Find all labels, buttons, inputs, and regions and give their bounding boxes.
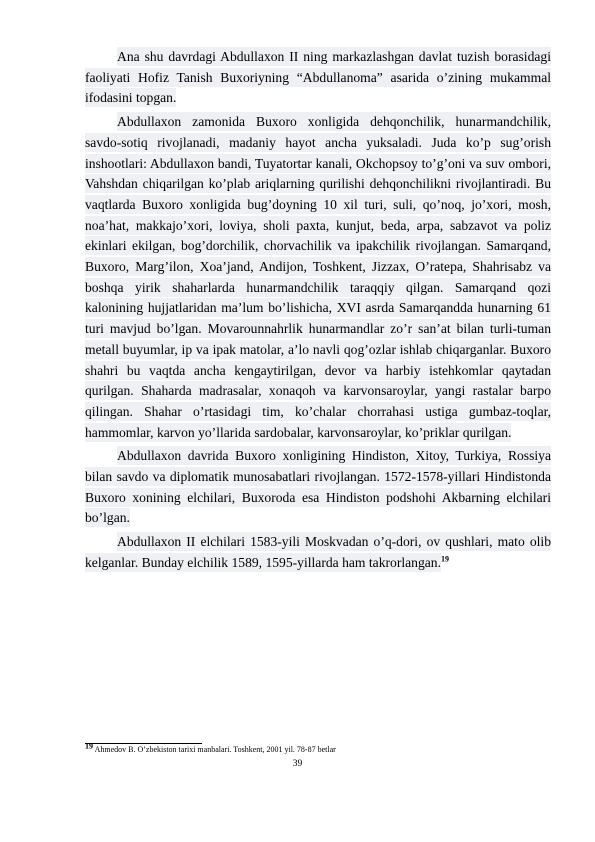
footnote-divider [85,743,202,744]
footnote-reference[interactable]: 19 [440,554,449,564]
paragraph [85,532,551,573]
paragraph-text: Abdullaxon II elchilari 1583-yili Moskvadan o’q-dori, ov qushlari, mato olib kelganlar. Bunday elchilik 1589, 1595-yillarda ham takrorlangan. [85,534,551,570]
paragraph-text: Abdullaxon zamonida Buxoro xonligida dehqonchilik, hunarmandchilik, savdo-sotiq rivojlanadi, madaniy hayot ancha yuksaladi. Juda ko’p sug’orish inshootlari: Abdullaxon bandi, Tuyatortar kanali, Okchopsoy to’g’oni va suv ombori, Vahshdan chiqarilgan ko’plab ariqlarning qurilishi dehqonchilikni rivojlantiradi. Bu vaqtlarda Buxoro xonligida bug’doyning 10 xil turi, suli, qo’noq, jo’xori, mosh, noa’hat, makkajo’xori, loviya, sholi paxta, kunjut, beda, arpa, sabzavot va poliz ekinlari ekilgan, bog’dorchilik, chorvachilik va ipakchilik rivojlangan. Samarqand, Buxoro, Marg’ilon, Xoa’jand, Andijon, Toshkent, Jizzax, O’ratepa, Shahrisabz va boshqa yirik shaharlarda hunarmandchilik taraqqiy qilgan. Samarqand qozi kalonining hujjatlaridan ma’lum bo’lishicha, XVI asrda Samarqandda hunarning 61 turi mavjud bo’lgan. Movarounnahrlik hunarmandlar zo’r san’at bilan turli-tuman metall buyumlar, ip va ipak matolar, a’lo navli qog’ozlar ishlab chiqarganlar. Buxoro shahri bu vaqtda ancha kengaytirilgan, devor va harbiy istehkomlar qaytadan qurilgan. Shaharda madrasalar, xonaqoh va karvonsaroylar, yangi rastalar barpo qilingan. Shahar o’rtasidagi tim, ko’chalar chorrahasi ustiga gumbaz-toqlar, hammomlar, karvon yo’llarida sardobalar, karvonsaroylar, ko’priklar qurilgan. [85,114,551,440]
paragraph [85,112,551,443]
paragraph-text: Ana shu davrdagi Abdullaxon II ning markazlashgan davlat tuzish borasidagi faoliyati Hofiz Tanish Buxoriyning “Abdullanoma” asarida o’zining mukammal ifodasini topgan. [85,49,551,106]
footnote-number: 19 [85,741,93,751]
footnote [85,741,336,755]
document-body [85,47,551,577]
paragraph [85,446,551,529]
paragraph-text: Abdullaxon davrida Buxoro xonligining Hindiston, Xitoy, Turkiya, Rossiya bilan savdo va diplomatik munosabatlari rivojlangan. 1572-1578-yillari Hindistonda Buxoro xonining elchilari, Buxoroda esa Hindiston podshohi Akbarning elchilari bo’lgan. [85,448,551,526]
page-number: 39 [292,759,303,769]
paragraph [85,47,551,109]
footnote-text: Ahmedov B. O’zbekiston tarixi manbalari. Toshkent, 2001 yil. 78-87 betlar [94,745,336,754]
